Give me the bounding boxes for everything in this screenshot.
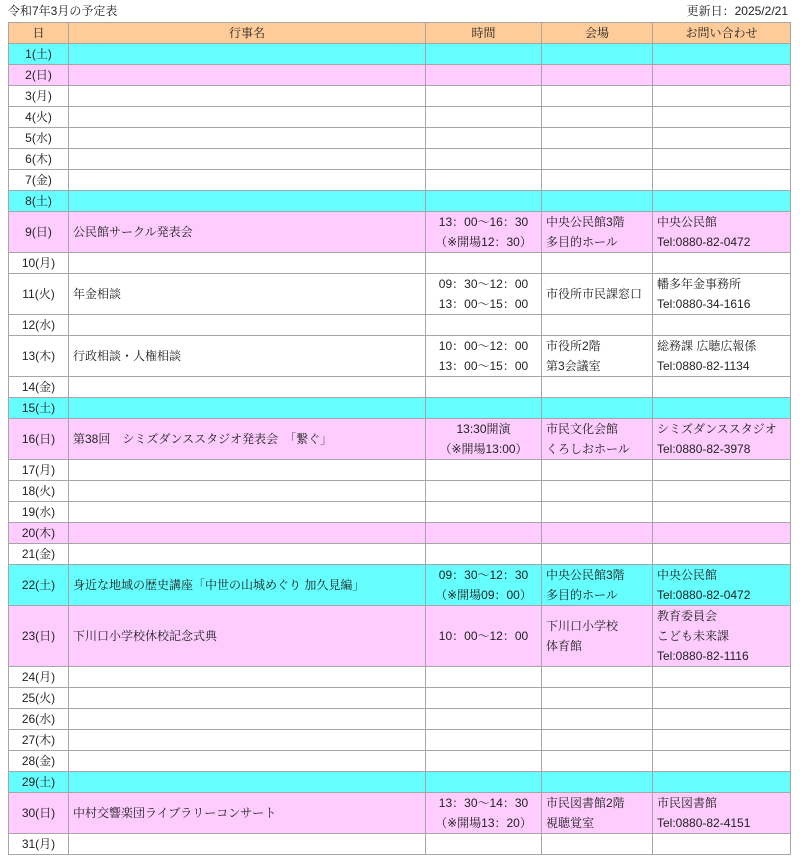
column-header-venue: 会場 <box>542 23 653 44</box>
time-cell <box>426 149 542 170</box>
venue-line: 視聴覚室 <box>546 816 595 830</box>
venue-cell <box>542 107 653 128</box>
contact-cell <box>653 730 791 751</box>
day-cell: 10(月) <box>9 253 69 274</box>
day-cell: 30(日) <box>9 793 69 834</box>
time-line: （※開場13:00） <box>439 442 528 456</box>
day-cell: 22(土) <box>9 565 69 606</box>
contact-cell <box>653 523 791 544</box>
time-line: 13：30～14：30 <box>438 796 529 810</box>
contact-line: 総務課 広聴広報係 <box>657 339 757 353</box>
contact-cell <box>653 544 791 565</box>
header-row <box>9 23 791 44</box>
contact-cell <box>653 336 791 377</box>
venue-cell <box>542 419 653 460</box>
event-cell <box>69 709 426 730</box>
contact-cell <box>653 502 791 523</box>
schedule-row <box>9 730 791 751</box>
schedule-row <box>9 565 791 606</box>
venue-cell <box>542 523 653 544</box>
time-cell <box>426 523 542 544</box>
event-cell <box>69 44 426 65</box>
time-cell <box>426 336 542 377</box>
time-line: （※開場12：30） <box>435 235 532 249</box>
venue-line: 多目的ホール <box>546 235 618 249</box>
contact-cell <box>653 44 791 65</box>
time-cell <box>426 544 542 565</box>
venue-cell <box>542 128 653 149</box>
day-cell: 5(水) <box>9 128 69 149</box>
day-cell: 20(木) <box>9 523 69 544</box>
event-cell <box>69 834 426 855</box>
time-cell <box>426 398 542 419</box>
schedule-row <box>9 544 791 565</box>
event-cell <box>69 65 426 86</box>
contact-cell <box>653 834 791 855</box>
venue-cell <box>542 751 653 772</box>
venue-cell <box>542 481 653 502</box>
contact-cell <box>653 253 791 274</box>
event-cell <box>69 191 426 212</box>
column-header-time: 時間 <box>426 23 542 44</box>
venue-cell <box>542 315 653 336</box>
event-cell <box>69 170 426 191</box>
time-cell <box>426 44 542 65</box>
time-cell <box>426 191 542 212</box>
schedule-row <box>9 253 791 274</box>
time-line: 09：30～12：30 <box>438 568 529 582</box>
day-cell: 14(金) <box>9 377 69 398</box>
event-cell <box>69 253 426 274</box>
schedule-row <box>9 667 791 688</box>
schedule-row <box>9 149 791 170</box>
time-line: （※開場13：20） <box>435 816 532 830</box>
event-cell <box>69 315 426 336</box>
time-cell <box>426 107 542 128</box>
contact-line: シミズダンススタジオ <box>657 422 777 436</box>
time-cell <box>426 688 542 709</box>
contact-line: Tel:0880-82-0472 <box>657 235 751 249</box>
contact-cell <box>653 170 791 191</box>
venue-cell <box>542 709 653 730</box>
column-header-day: 日 <box>9 23 69 44</box>
updated-date: 更新日：2025/2/21 <box>686 4 788 18</box>
contact-line: 市民図書館 <box>657 796 718 810</box>
venue-cell <box>542 834 653 855</box>
schedule-row <box>9 65 791 86</box>
day-cell: 7(金) <box>9 170 69 191</box>
time-cell <box>426 212 542 253</box>
day-cell: 12(水) <box>9 315 69 336</box>
time-cell <box>426 315 542 336</box>
contact-line: 幡多年金事務所 <box>657 277 742 291</box>
schedule-row <box>9 274 791 315</box>
schedule-row <box>9 793 791 834</box>
time-cell <box>426 170 542 191</box>
contact-cell <box>653 315 791 336</box>
venue-cell <box>542 274 653 315</box>
venue-cell <box>542 336 653 377</box>
day-cell: 18(火) <box>9 481 69 502</box>
day-cell: 11(火) <box>9 274 69 315</box>
event-name: 身近な地域の歴史講座「中世の山城めぐり 加久見編」 <box>69 565 426 606</box>
event-cell <box>69 128 426 149</box>
schedule-row <box>9 772 791 793</box>
time-cell <box>426 709 542 730</box>
venue-cell <box>542 170 653 191</box>
day-cell: 27(木) <box>9 730 69 751</box>
day-cell: 16(日) <box>9 419 69 460</box>
schedule-row <box>9 481 791 502</box>
event-name: 第38回 シミズダンススタジオ発表会 「繋ぐ」 <box>69 419 426 460</box>
schedule-row <box>9 709 791 730</box>
schedule-row <box>9 212 791 253</box>
contact-cell <box>653 751 791 772</box>
contact-line: Tel:0880-82-0472 <box>657 588 751 602</box>
schedule-row <box>9 502 791 523</box>
event-cell <box>69 86 426 107</box>
time-cell <box>426 274 542 315</box>
time-cell <box>426 460 542 481</box>
time-cell <box>426 377 542 398</box>
contact-line: Tel:0880-82-3978 <box>657 442 751 456</box>
venue-line: 市役所市民課窓口 <box>546 287 643 301</box>
time-line: 13：00～15：00 <box>438 359 529 373</box>
page-title: 令和7年3月の予定表 <box>8 4 118 18</box>
time-line: 13:30開演 <box>456 422 511 436</box>
time-line: 13：00～15：00 <box>438 297 529 311</box>
schedule-row <box>9 315 791 336</box>
event-cell <box>69 502 426 523</box>
contact-line: Tel:0880-82-1134 <box>657 359 750 373</box>
event-name: 中村交響楽団ライブラリーコンサート <box>69 793 426 834</box>
venue-cell <box>542 688 653 709</box>
day-cell: 13(木) <box>9 336 69 377</box>
day-cell: 29(土) <box>9 772 69 793</box>
time-line: 13：00～16：30 <box>438 215 529 229</box>
event-cell <box>69 751 426 772</box>
venue-cell <box>542 377 653 398</box>
event-cell <box>69 688 426 709</box>
event-cell <box>69 460 426 481</box>
schedule-row <box>9 44 791 65</box>
day-cell: 15(土) <box>9 398 69 419</box>
event-cell <box>69 107 426 128</box>
time-cell <box>426 481 542 502</box>
day-cell: 25(火) <box>9 688 69 709</box>
venue-cell <box>542 793 653 834</box>
contact-cell <box>653 377 791 398</box>
schedule-row <box>9 460 791 481</box>
event-cell <box>69 523 426 544</box>
schedule-row <box>9 523 791 544</box>
contact-cell <box>653 212 791 253</box>
contact-cell <box>653 398 791 419</box>
time-cell <box>426 834 542 855</box>
day-cell: 2(日) <box>9 65 69 86</box>
contact-cell <box>653 107 791 128</box>
day-cell: 24(月) <box>9 667 69 688</box>
day-cell: 8(土) <box>9 191 69 212</box>
venue-cell <box>542 606 653 667</box>
venue-cell <box>542 212 653 253</box>
venue-cell <box>542 730 653 751</box>
schedule-row <box>9 688 791 709</box>
event-name: 公民館サークル発表会 <box>69 212 426 253</box>
event-name: 下川口小学校休校記念式典 <box>69 606 426 667</box>
contact-line: Tel:0880-82-1116 <box>657 649 749 663</box>
time-cell <box>426 606 542 667</box>
day-cell: 9(日) <box>9 212 69 253</box>
time-cell <box>426 751 542 772</box>
venue-line: 下川口小学校 <box>546 619 619 633</box>
event-name: 年金相談 <box>69 274 426 315</box>
schedule-table <box>8 22 791 855</box>
contact-line: 教育委員会 <box>657 609 718 623</box>
contact-line: Tel:0880-34-1616 <box>657 297 751 311</box>
day-cell: 4(火) <box>9 107 69 128</box>
contact-line: Tel:0880-82-4151 <box>657 816 751 830</box>
time-cell <box>426 667 542 688</box>
page-header <box>8 2 788 20</box>
time-cell <box>426 419 542 460</box>
event-cell <box>69 667 426 688</box>
contact-cell <box>653 128 791 149</box>
venue-line: 市民文化会館 <box>546 422 619 436</box>
column-header-event: 行事名 <box>69 23 426 44</box>
contact-cell <box>653 606 791 667</box>
time-line: 10：00～12：00 <box>438 629 529 643</box>
time-line: 10：00～12：00 <box>438 339 529 353</box>
time-cell <box>426 772 542 793</box>
schedule-row <box>9 751 791 772</box>
schedule-row <box>9 107 791 128</box>
event-cell <box>69 544 426 565</box>
day-cell: 17(月) <box>9 460 69 481</box>
schedule-row <box>9 377 791 398</box>
time-cell <box>426 86 542 107</box>
schedule-row <box>9 419 791 460</box>
event-cell <box>69 772 426 793</box>
venue-cell <box>542 565 653 606</box>
schedule-row <box>9 128 791 149</box>
contact-line: 中央公民館 <box>657 568 718 582</box>
schedule-row <box>9 86 791 107</box>
venue-cell <box>542 191 653 212</box>
day-cell: 31(月) <box>9 834 69 855</box>
day-cell: 26(水) <box>9 709 69 730</box>
time-cell <box>426 502 542 523</box>
venue-cell <box>542 398 653 419</box>
venue-cell <box>542 502 653 523</box>
venue-cell <box>542 44 653 65</box>
schedule-row <box>9 191 791 212</box>
venue-cell <box>542 667 653 688</box>
event-cell <box>69 398 426 419</box>
contact-cell <box>653 793 791 834</box>
contact-cell <box>653 191 791 212</box>
venue-line: 多目的ホール <box>546 588 618 602</box>
day-cell: 1(土) <box>9 44 69 65</box>
venue-line: 第3会議室 <box>546 359 601 373</box>
venue-line: くろしおホール <box>546 442 630 456</box>
schedule-row <box>9 170 791 191</box>
contact-cell <box>653 565 791 606</box>
day-cell: 3(月) <box>9 86 69 107</box>
schedule-row <box>9 336 791 377</box>
time-cell <box>426 253 542 274</box>
contact-cell <box>653 419 791 460</box>
venue-cell <box>542 149 653 170</box>
venue-line: 市役所2階 <box>546 339 601 353</box>
column-header-contact: お問い合わせ <box>653 23 791 44</box>
schedule-row <box>9 398 791 419</box>
venue-cell <box>542 65 653 86</box>
day-cell: 23(日) <box>9 606 69 667</box>
venue-line: 体育館 <box>546 639 583 653</box>
contact-line: 中央公民館 <box>657 215 718 229</box>
venue-cell <box>542 544 653 565</box>
contact-line: こども未来課 <box>657 629 730 643</box>
schedule-row <box>9 606 791 667</box>
day-cell: 6(木) <box>9 149 69 170</box>
contact-cell <box>653 149 791 170</box>
event-name: 行政相談・人権相談 <box>69 336 426 377</box>
contact-cell <box>653 481 791 502</box>
time-cell <box>426 793 542 834</box>
time-cell <box>426 565 542 606</box>
contact-cell <box>653 709 791 730</box>
venue-cell <box>542 86 653 107</box>
schedule-row <box>9 834 791 855</box>
time-line: （※開場09：00） <box>435 588 532 602</box>
contact-cell <box>653 667 791 688</box>
venue-cell <box>542 772 653 793</box>
venue-line: 中央公民館3階 <box>546 215 625 229</box>
time-line: 09：30～12：00 <box>438 277 529 291</box>
event-cell <box>69 149 426 170</box>
time-cell <box>426 128 542 149</box>
time-cell <box>426 65 542 86</box>
venue-cell <box>542 460 653 481</box>
time-cell <box>426 730 542 751</box>
event-cell <box>69 481 426 502</box>
contact-cell <box>653 688 791 709</box>
day-cell: 19(水) <box>9 502 69 523</box>
day-cell: 28(金) <box>9 751 69 772</box>
contact-cell <box>653 460 791 481</box>
contact-cell <box>653 772 791 793</box>
day-cell: 21(金) <box>9 544 69 565</box>
event-cell <box>69 730 426 751</box>
venue-line: 市民図書館2階 <box>546 796 625 810</box>
venue-cell <box>542 253 653 274</box>
event-cell <box>69 377 426 398</box>
contact-cell <box>653 65 791 86</box>
venue-line: 中央公民館3階 <box>546 568 625 582</box>
contact-cell <box>653 86 791 107</box>
contact-cell <box>653 274 791 315</box>
